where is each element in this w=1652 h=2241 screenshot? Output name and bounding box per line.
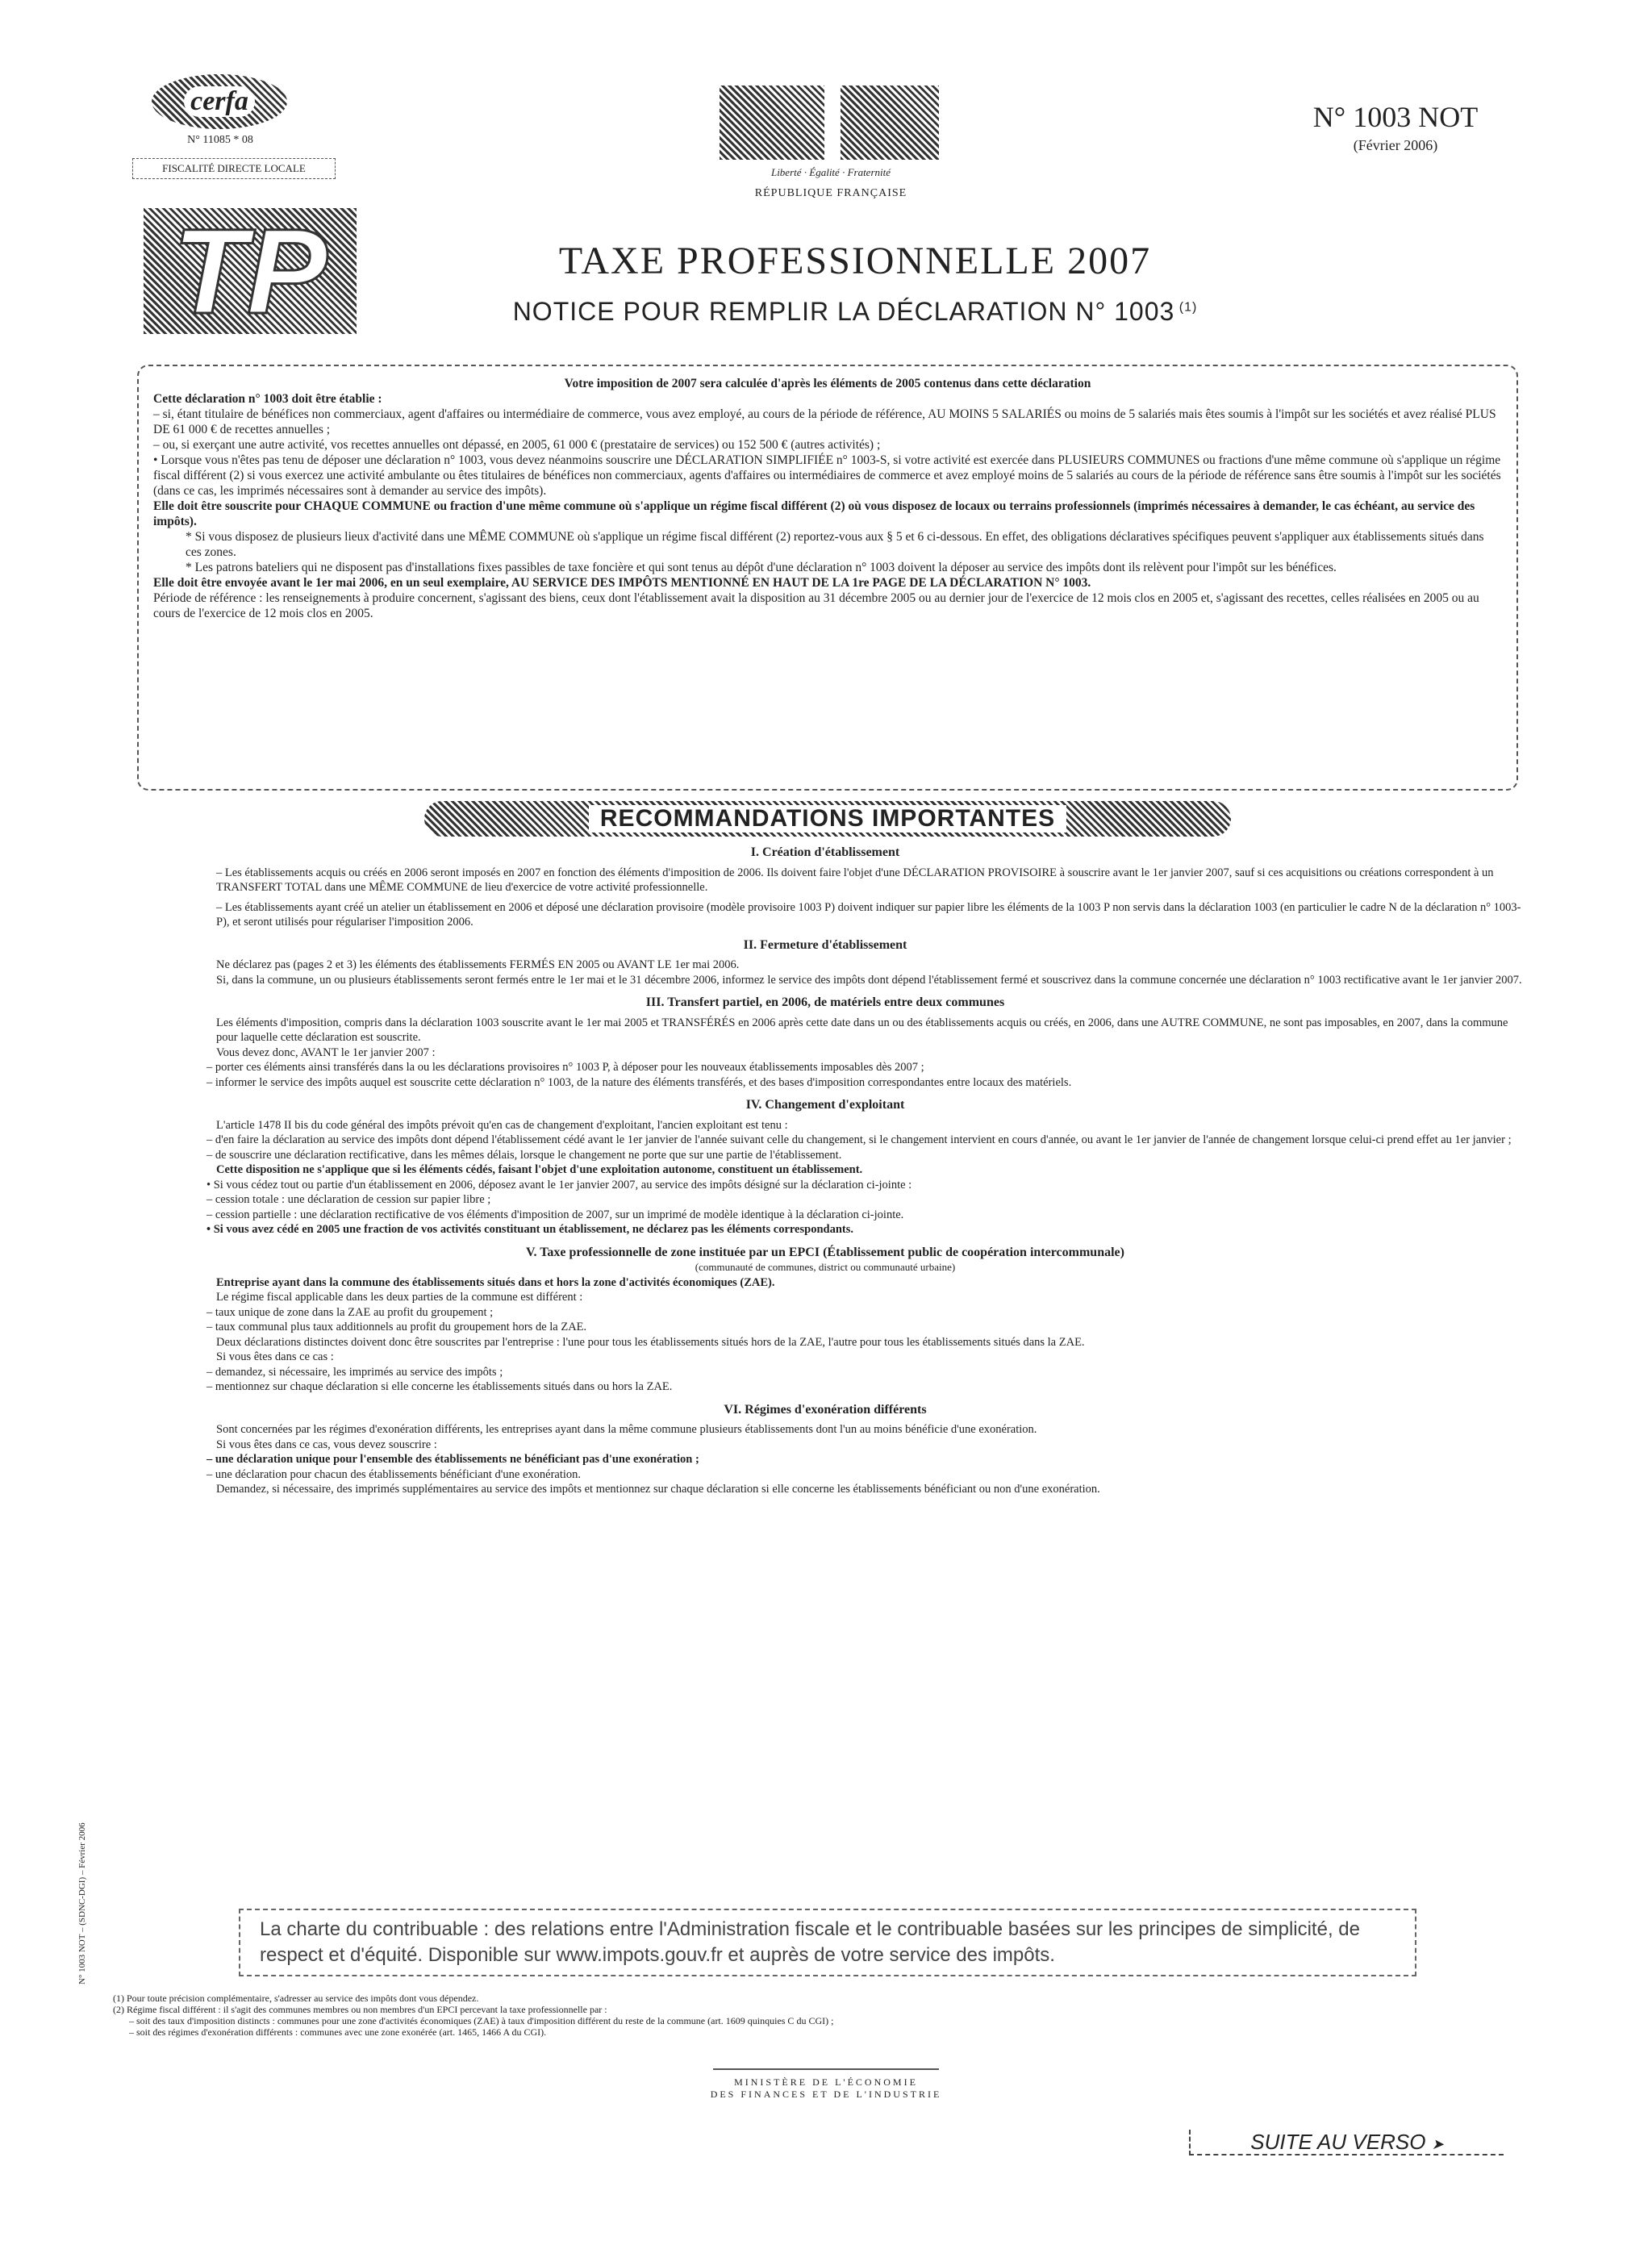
footnote-4: – soit des régimes d'exonération différents : communes avec une zone exonérée (art. 1465, 1466 A du CGI). bbox=[129, 2026, 547, 2038]
section-6-p3: Demandez, si nécessaire, des imprimés supplémentaires au service des impôts et mentionnez sur chaque déclaration si elle concerne les établissements bénéficiant ou non d'une exonération. bbox=[216, 1483, 1100, 1496]
recommendations-banner-text: RECOMMANDATIONS IMPORTANTES bbox=[589, 805, 1066, 833]
footnote-2: (2) Régime fiscal différent : il s'agit des communes membres ou non membres d'un EPCI percevant la taxe professionnelle par : bbox=[113, 2004, 607, 2015]
section-6-p2: Si vous êtes dans ce cas, vous devez souscrire : bbox=[216, 1438, 437, 1451]
section-4-b5: • Si vous avez cédé en 2005 une fraction de vos activités constituant un établissement, ne déclarez pas les éléments correspondants. bbox=[206, 1223, 853, 1236]
tp-badge-text: TP bbox=[173, 202, 327, 339]
section-6-p1: Sont concernées par les régimes d'exonération différents, les entreprises ayant dans la même commune plusieurs établissements dont l'un au moins bénéficie d'une exonération. bbox=[216, 1423, 1037, 1436]
suite-au-verso-text: SUITE AU VERSO bbox=[1250, 2130, 1426, 2154]
ministry-line-2: DES FINANCES ET DE L'INDUSTRIE bbox=[710, 2089, 942, 2100]
section-3-d1: – porter ces éléments ainsi transférés dans la ou les déclarations provisoires n° 1003 P, à déposer pour les nouveaux établissements imposables dès 2007 ; bbox=[206, 1061, 924, 1074]
intro-heading: Cette déclaration n° 1003 doit être établie : bbox=[153, 392, 382, 406]
charte-box: La charte du contribuable : des relations entre l'Administration fiscale et le contribuable basées sur les principes de simplicité, de respect et d'équité. Disponible sur www.impots.gouv.fr et auprès de votre service des impôts. bbox=[239, 1909, 1416, 1976]
intro-star-2: * Les patrons bateliers qui ne disposent pas d'installations fixes passibles de taxe foncière et qui sont tenus au dépôt d'une déclaration n° 1003 doivent la déposer au service des impôts dont ils relèvent pour l'impôt sur les bénéfices. bbox=[186, 561, 1337, 574]
section-4-d2: – de souscrire une déclaration rectificative, dans les mêmes délais, lorsque le changement ne porte que sur une partie de l'établissement. bbox=[206, 1148, 842, 1162]
intro-commune: Elle doit être souscrite pour CHAQUE COMMUNE ou fraction d'une même commune où s'applique un régime fiscal différent (2) où vous disposez de locaux ou terrains professionnels (imprimés nécessaires à demander, le cas échéant, au service des impôts). bbox=[153, 499, 1475, 528]
ministry-footer bbox=[665, 2076, 987, 2101]
section-4-p1: L'article 1478 II bis du code général des impôts prévoit qu'en cas de changement d'exploitant, l'ancien exploitant est tenu : bbox=[216, 1118, 788, 1132]
footnotes bbox=[113, 1993, 1525, 2038]
page-subtitle: NOTICE POUR REMPLIR LA DÉCLARATION N° 1003 $^{(1)}$ bbox=[512, 297, 1198, 326]
footnote-1: (1) Pour toute précision complémentaire, s'adresser au service des impôts dont vous dépendez. bbox=[113, 1993, 479, 2004]
intro-deadline: Elle doit être envoyée avant le 1er mai 2006, en un seul exemplaire, AU SERVICE DES IMPÔTS MENTIONNÉ EN HAUT DE LA 1re PAGE DE LA DÉCLARATION N° 1003. bbox=[153, 576, 1091, 590]
section-5-b2: Deux déclarations distinctes doivent donc être souscrites par l'entreprise : l'une pour tous les établissements situés hors de la ZAE, l'autre pour tous les établissements situés dans la ZAE. bbox=[216, 1335, 1085, 1349]
section-4-b2: • Si vous cédez tout ou partie d'un établissement en 2006, déposez avant le 1er janvier 2007, au service des impôts désigné sur la déclaration ci-jointe : bbox=[206, 1178, 912, 1191]
section-6-d1: – une déclaration unique pour l'ensemble des établissements ne bénéficiant pas d'une exonération ; bbox=[206, 1453, 699, 1466]
form-date: (Février 2006) bbox=[1353, 137, 1438, 153]
section-5-p1: Le régime fiscal applicable dans les deux parties de la commune est différent : bbox=[216, 1291, 583, 1304]
recommendations-banner bbox=[424, 801, 1231, 837]
section-6-d2: – une déclaration pour chacun des établissements bénéficiant d'une exonération. bbox=[206, 1467, 582, 1481]
cerfa-logo bbox=[152, 74, 287, 129]
section-5-p2: Si vous êtes dans ce cas : bbox=[216, 1350, 334, 1363]
arrow-right-icon: ➤ bbox=[1431, 2136, 1444, 2152]
intro-lead: Votre imposition de 2007 sera calculée d'après les éléments de 2005 contenus dans cette déclaration bbox=[564, 377, 1091, 390]
section-4-b1: Cette disposition ne s'applique que si les éléments cédés, faisant l'objet d'une exploitation autonome, constituent un établissement. bbox=[216, 1163, 863, 1176]
section-4-b4: – cession partielle : une déclaration rectificative de vos éléments d'imposition de 2007, sur un imprimé de modèle identique à la déclaration ci-jointe. bbox=[206, 1208, 904, 1221]
section-4-title: IV. Changement d'exploitant bbox=[745, 1098, 905, 1112]
ministry-line-1: MINISTÈRE DE L'ÉCONOMIE bbox=[734, 2076, 918, 2088]
section-3-p2: Vous devez donc, AVANT le 1er janvier 2007 : bbox=[216, 1045, 436, 1059]
intro-bullet-3: • Lorsque vous n'êtes pas tenu de déposer une déclaration n° 1003, vous devez néanmoins souscrire une DÉCLARATION SIMPLIFIÉE n° 1003-S, si votre activité est exercée dans PLUSIEURS COMMUNES ou fractions d'une même commune où s'applique un régime fiscal différent (2) si vous exercez une activité ambulante ou êtes titulaires de bénéfices non commerciaux, agents d'affaires ou intermédiaires de commerce et avez employé moins de 5 salariés au cours de la période de référence sans être soumis à l'impôt sur les sociétés (dans ce cas, les imprimés nécessaires sont à demander au service des impôts). bbox=[153, 453, 1501, 498]
cerfa-logo-text: cerfa bbox=[184, 86, 255, 117]
section-3-title: III. Transfert partiel, en 2006, de matériels entre deux communes bbox=[645, 995, 1005, 1009]
section-2-p1: Ne déclarez pas (pages 2 et 3) les éléments des établissements FERMÉS EN 2005 ou AVANT LE 1er mai 2006. bbox=[216, 958, 740, 971]
section-6-title: VI. Régimes d'exonération différents bbox=[724, 1402, 927, 1417]
section-5-b1: Entreprise ayant dans la commune des établissements situés dans et hors la zone d'activités économiques (ZAE). bbox=[216, 1275, 775, 1289]
intro-star-1: * Si vous disposez de plusieurs lieux d'activité dans une MÊME COMMUNE où s'applique un régime fiscal différent (2) reportez-vous aux § 5 et 6 ci-dessous. En effet, des obligations déclaratives spécifiques peuvent s'appliquer aux établissements situés dans ces zones. bbox=[186, 530, 1484, 559]
section-5-d1: – taux unique de zone dans la ZAE au profit du groupement ; bbox=[206, 1305, 494, 1319]
section-1-title: I. Création d'établissement bbox=[750, 845, 900, 859]
republic-name: RÉPUBLIQUE FRANÇAISE bbox=[754, 187, 907, 199]
form-number: N° 1003 NOT bbox=[1312, 101, 1479, 133]
section-4-b3: – cession totale : une déclaration de cession sur papier libre ; bbox=[206, 1193, 491, 1206]
footnote-3: – soit des taux d'imposition distincts : communes pour une zone d'activités économiques (ZAE) à taux d'imposition différent du reste de la commune (art. 1609 quinquies C du CGI) ; bbox=[129, 2015, 834, 2026]
section-2-title: II. Fermeture d'établissement bbox=[743, 937, 907, 952]
intro-period: Période de référence : les renseignements à produire concernent, s'agissant des biens, ceux dont l'établissement avait la disposition au 31 décembre 2005 ou au dernier jour de l'exercice de 12 mois clos en 2005 et, s'agissant des recettes, celles réalisées en 2005 ou au cours de l'exercice de 12 mois clos en 2005. bbox=[153, 591, 1479, 620]
suite-au-verso bbox=[1189, 2130, 1504, 2155]
section-5-title: V. Taxe professionnelle de zone instituée par un EPCI (Établissement public de coopération intercommunale) bbox=[526, 1245, 1124, 1259]
intro-bullet-2: – ou, si exerçant une autre activité, vos recettes annuelles ont dépassé, en 2005, 61 000 € (prestataire de services) ou 152 500 € (autres activités) ; bbox=[153, 438, 881, 452]
intro-bullet-1: – si, étant titulaire de bénéfices non commerciaux, agent d'affaires ou intermédiaire de commerce, vous avez employé, au cours de la période de référence, AU MOINS 5 SALARIÉS ou moins de 5 salariés mais êtes soumis à l'impôt sur les sociétés et avez réalisé PLUS DE 61 000 € de recettes annuelles ; bbox=[153, 407, 1496, 436]
page-subtitle-text: NOTICE POUR REMPLIR LA DÉCLARATION N° 1003 bbox=[512, 297, 1175, 326]
section-5-d4: – mentionnez sur chaque déclaration si elle concerne les établissements situés dans ou hors la ZAE. bbox=[206, 1380, 673, 1393]
marianne-logo bbox=[720, 86, 939, 160]
section-1-p1: – Les établissements acquis ou créés en 2006 seront imposés en 2007 en fonction des éléments d'imposition de 2006. Ils doivent faire l'objet d'une DÉCLARATION PROVISOIRE à souscrire avant le 1er janvier 2007, sauf si ces acquisitions ou créations correspondent à un TRANSFERT TOTAL dans une MÊME COMMUNE de lieu d'exercice de votre activité professionnelle. bbox=[216, 866, 1494, 894]
side-code: N° 1003 NOT – (SDNC-DGI) – Février 2006 bbox=[77, 1822, 87, 1984]
ministry-rule bbox=[713, 2068, 939, 2070]
tp-badge bbox=[144, 202, 357, 339]
page-title: TAXE PROFESSIONNELLE 2007 bbox=[558, 240, 1152, 282]
section-2-p2: Si, dans la commune, un ou plusieurs établissements seront fermés entre le 1er mai et le 31 décembre 2006, informez le service des impôts dont dépend l'établissement fermé et souscrivez dans la commune concernée une déclaration n° 1003 rectificative avant le 1er janvier 2007. bbox=[216, 973, 1522, 987]
republic-motto: Liberté · Égalité · Fraternité bbox=[770, 166, 891, 178]
intro-box bbox=[137, 365, 1518, 791]
section-5-sub: (communauté de communes, district ou communauté urbaine) bbox=[695, 1261, 956, 1273]
section-4-d1: – d'en faire la déclaration au service des impôts dont dépend l'établissement cédé avant le 1er janvier de l'année suivant celle du changement, si le changement intervient en cours d'année, ou avant le 1er janvier de l'année de changement lorsque celui-ci prend effet au 1er janvier ; bbox=[206, 1133, 1512, 1146]
section-5-d3: – demandez, si nécessaire, les imprimés au service des impôts ; bbox=[206, 1365, 503, 1379]
section-1-p2: – Les établissements ayant créé un atelier un établissement en 2006 et déposé une déclaration provisoire (modèle provisoire 1003 P) doivent indiquer sur papier libre les éléments de la 1003 P non servis dans la déclaration 1003 (en particulier le cadre N de la déclaration n° 1003-P), et seront utilisés pour régulariser l'imposition 2006. bbox=[216, 900, 1521, 929]
section-3-p1: Les éléments d'imposition, compris dans la déclaration 1003 souscrite avant le 1er mai 2005 et TRANSFÉRÉS en 2006 après cette date dans un ou des établissements acquis ou créés, en 2006, dans une AUTRE COMMUNE, ne sont pas imposables, en 2007, dans la commune pour laquelle cette déclaration est souscrite. bbox=[216, 1016, 1508, 1044]
section-5-d2: – taux communal plus taux additionnels au profit du groupement hors de la ZAE. bbox=[206, 1321, 587, 1333]
cerfa-number: N° 11085 * 08 bbox=[187, 134, 253, 146]
service-label: FISCALITÉ DIRECTE LOCALE bbox=[132, 158, 336, 179]
recommendations-body bbox=[127, 837, 1523, 1497]
section-3-d2: – informer le service des impôts auquel est souscrite cette déclaration n° 1003, de la nature des éléments transférés, et des bases d'imposition correspondantes entre locaux des matériels. bbox=[206, 1075, 1072, 1089]
